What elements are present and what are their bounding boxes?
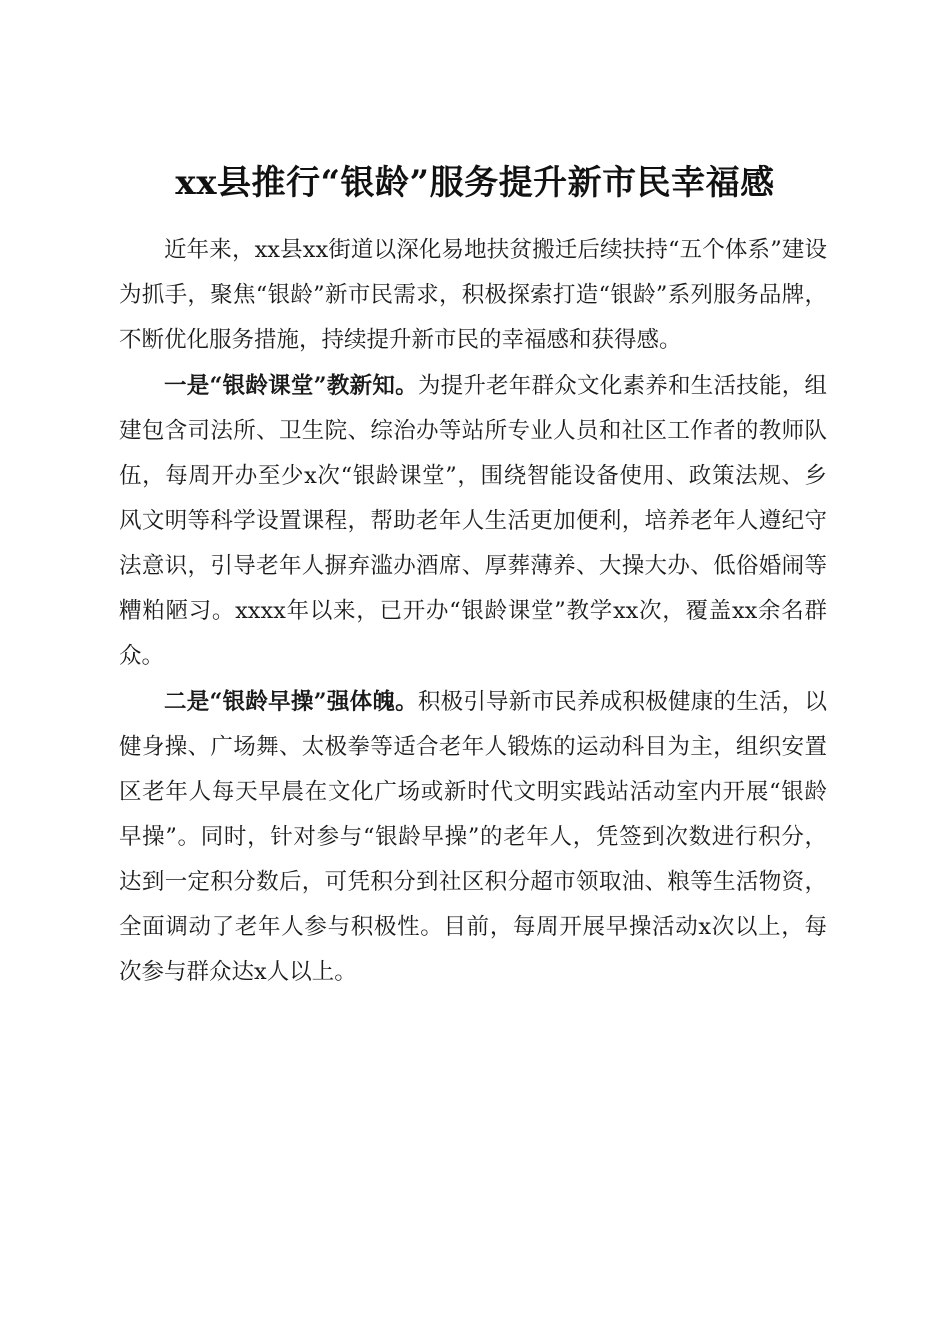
document-body <box>119 228 827 995</box>
paragraph-silver-exercise-text: 积极引导新市民养成积极健康的生活，以健身操、广场舞、太极拳等适合老年人锻炼的运动科目为主，组织安置区老年人每天早晨在文化广场或新时代文明实践站活动室内开展“银龄早操”。同时，针对参与“银龄早操”的老年人，凭签到次数进行积分，达到一定积分数后，可凭积分到社区积分超市领取油、粮等生活物资，全面调动了老年人参与积极性。目前，每周开展早操活动x次以上，每次参与群众达x人以上。 <box>119 689 827 985</box>
paragraph-silver-exercise-lead: 二是“银龄早操”强体魄。 <box>164 689 418 715</box>
paragraph-silver-classroom-lead: 一是“银龄课堂”教新知。 <box>164 373 418 399</box>
paragraph-intro-text: 近年来，xx县xx街道以深化易地扶贫搬迁后续扶持“五个体系”建设为抓手，聚焦“银龄”新市民需求，积极探索打造“银龄”系列服务品牌，不断优化服务措施，持续提升新市民的幸福感和获得感。 <box>119 237 827 353</box>
paragraph-silver-exercise <box>119 680 827 995</box>
paragraph-silver-classroom-text: 为提升老年群众文化素养和生活技能，组建包含司法所、卫生院、综治办等站所专业人员和社区工作者的教师队伍，每周开办至少x次“银龄课堂”，围绕智能设备使用、政策法规、乡风文明等科学设置课程，帮助老年人生活更加便利，培养老年人遵纪守法意识，引导老年人摒弃滥办酒席、厚葬薄养、大操大办、低俗婚闹等糟粕陋习。xxxx年以来，已开办“银龄课堂”教学xx次，覆盖xx余名群众。 <box>119 373 827 669</box>
paragraph-intro <box>119 228 827 363</box>
document-title: xx县推行“银龄”服务提升新市民幸福感 <box>175 162 775 203</box>
paragraph-silver-classroom <box>119 364 827 679</box>
